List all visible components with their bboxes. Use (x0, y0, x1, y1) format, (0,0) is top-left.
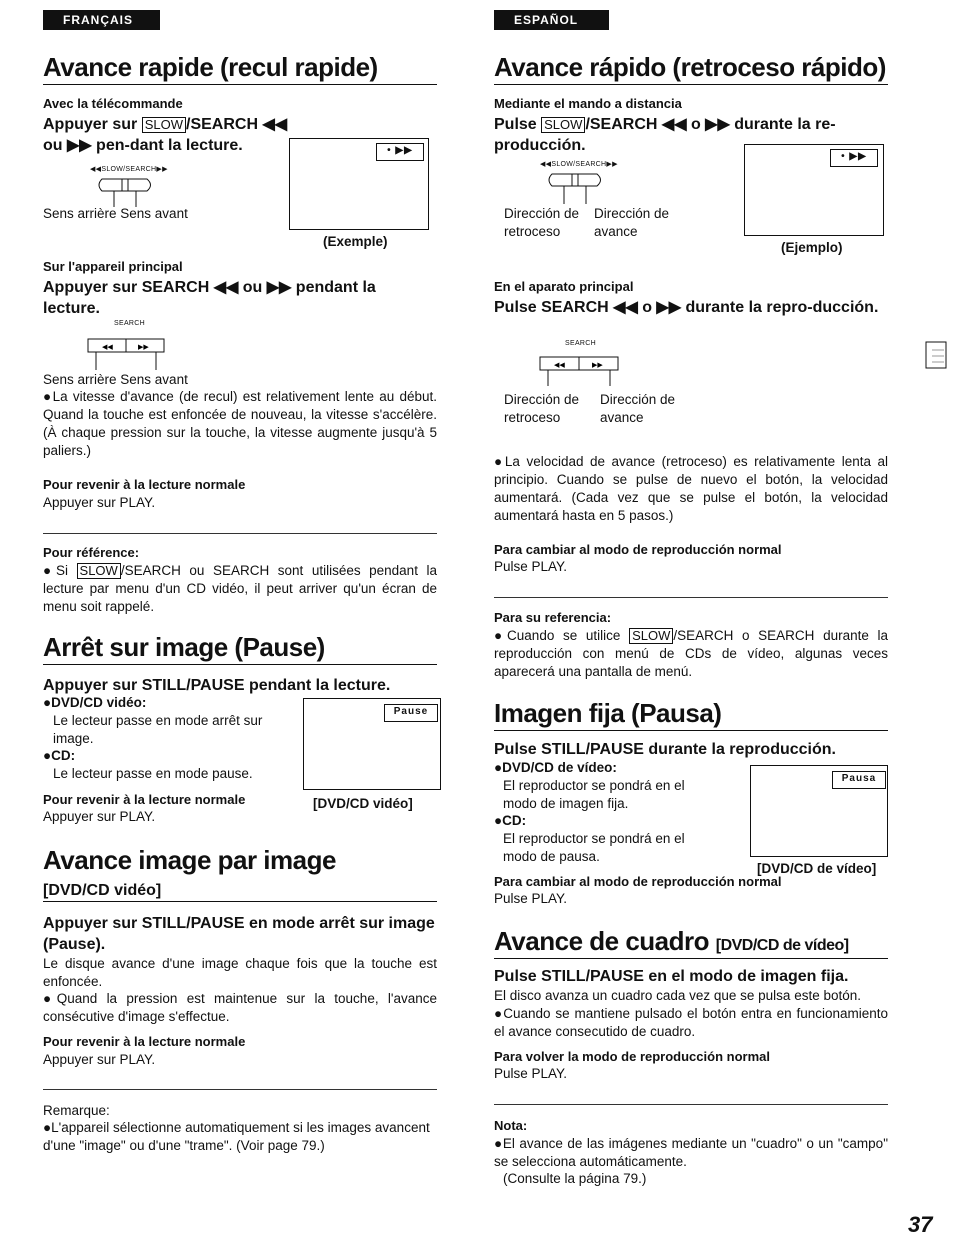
remote-search-button-icon (542, 170, 612, 206)
frame-advance-instruction-fr: Appuyer sur STILL/PAUSE en mode arrêt sur image (Pause). (43, 915, 435, 953)
title-rule (43, 901, 437, 902)
frame-advance-text1-es: El disco avanza un cuadro cada vez que se pulsa este botón. (494, 988, 861, 1003)
display-indicator-es: • ▶▶ (830, 149, 878, 167)
slow-key-label: SLOW (142, 117, 186, 133)
note-page-ref-es: (Consulte la página 79.) (503, 1171, 647, 1186)
remote-instruction-es: Pulse SLOW /SEARCH ◀◀ o ▶▶ durante la re-producción. (494, 116, 836, 154)
svg-text:▶▶: ▶▶ (138, 343, 149, 351)
remote-button-label-es: ◀◀SLOW/SEARCH▶▶ (540, 161, 618, 168)
remark-subheading-fr: Remarque: (43, 1103, 110, 1118)
pause-bullet-cd-text-es: El reproductor se pondrá en el modo de pausa. (503, 831, 685, 864)
example-caption-fr: (Exemple) (323, 234, 388, 249)
reference-text-fr: ●Si SLOW /SEARCH ou SEARCH sont utilisées pendant la lecture par menu d'un CD vidéo, il peut arriver qu'un écran de menu soit rappelé. (43, 563, 437, 614)
language-tab-spanish: ESPAÑOL (494, 10, 609, 30)
title-rule (43, 664, 437, 665)
main-unit-subheading-fr: Sur l'appareil principal (43, 259, 183, 274)
pause-bullet-cd-text-fr: Le lecteur passe en mode pause. (53, 766, 253, 781)
pause-bullet-cd-head-fr: ●CD: (43, 748, 76, 763)
speed-note-es: ●La velocidad de avance (retroceso) es relativamente lenta al principio. Cuando se pulse de nuevo el botón, la velocidad aumentará. (Cada vez que se pulse el botón, la velocidad aumentará hasta en 5 pasos.) (494, 454, 888, 523)
frame-return-subheading-fr: Pour revenir à la lecture normale (43, 1034, 246, 1049)
frame-advance-bracket-fr: [DVD/CD vidéo] (43, 882, 162, 899)
section-title-pause-fr: Arrêt sur image (Pause) (43, 632, 325, 662)
main-label-right-es: Dirección de avance (600, 392, 676, 425)
reference-subheading-fr: Pour référence: (43, 545, 140, 560)
pause-return-text-es: Pulse PLAY. (494, 891, 568, 906)
pause-instruction-fr: Appuyer sur STILL/PAUSE pendant la lecture. (43, 677, 391, 694)
pause-bullet-dvd-head-fr: ●DVD/CD vidéo: (43, 695, 147, 710)
main-unit-button-label-es: SEARCH (565, 340, 596, 347)
note-text-es: ●El avance de las imágenes mediante un "cuadro" o un "campo" se selecciona automáticamente. (494, 1136, 888, 1169)
slow-key-label: SLOW (77, 563, 121, 579)
main-unit-subheading-es: En el aparato principal (494, 279, 634, 294)
title-rule (494, 958, 888, 959)
display-indicator-fr: • ▶▶ (376, 143, 424, 161)
main-unit-instruction-es: Pulse SEARCH ◀◀ o ▶▶ durante la repro-ducción. (494, 299, 879, 316)
frame-return-subheading-es: Para volver la modo de reproducción normal (494, 1049, 770, 1064)
title-rule (43, 84, 437, 85)
section-title-pause-es: Imagen fija (Pausa) (494, 698, 722, 728)
svg-text:◀◀: ◀◀ (554, 361, 565, 369)
direction-labels-fr: Sens arrière Sens avant (43, 206, 188, 221)
frame-return-text-fr: Appuyer sur PLAY. (43, 1052, 156, 1067)
note-subheading-es: Nota: (494, 1118, 528, 1133)
remote-button-label-fr: ◀◀SLOW/SEARCH▶▶ (90, 166, 168, 173)
slow-key-label: SLOW (541, 117, 585, 133)
return-text-fr: Appuyer sur PLAY. (43, 495, 156, 510)
page-number: 37 (908, 1212, 933, 1237)
divider (494, 1104, 888, 1105)
title-rule (494, 730, 888, 731)
pause-return-text-fr: Appuyer sur PLAY. (43, 809, 156, 824)
main-unit-search-button-icon (86, 336, 168, 372)
pause-caption-fr: [DVD/CD vidéo] (313, 796, 413, 811)
divider (43, 533, 437, 534)
pause-indicator-fr: Pause (384, 704, 438, 722)
section-title-frame-advance-es: Avance de cuadro [DVD/CD de vídeo] (494, 926, 849, 956)
svg-text:▶▶: ▶▶ (592, 361, 603, 369)
frame-advance-text2-es: ●Cuando se mantiene pulsado el botón entra en funcionamiento el avance consecutido de cuadro. (494, 1006, 888, 1039)
divider (494, 597, 888, 598)
remote-subheading-fr: Avec la télécommande (43, 96, 183, 111)
return-text-es: Pulse PLAY. (494, 559, 568, 574)
pause-instruction-es: Pulse STILL/PAUSE durante la reproducción. (494, 741, 836, 758)
main-unit-instruction-fr: Appuyer sur SEARCH ◀◀ ou ▶▶ pendant la lecture. (43, 279, 376, 317)
remark-text-fr: ●L'appareil sélectionne automatiquement si les images avancent d'une "image" ou d'une "trame". (Voir page 79.) (43, 1120, 430, 1153)
divider (43, 1089, 437, 1090)
pause-return-subheading-fr: Pour revenir à la lecture normale (43, 792, 246, 807)
pause-indicator-es: Pausa (832, 771, 886, 789)
frame-return-text-es: Pulse PLAY. (494, 1066, 568, 1081)
section-title-frame-advance-fr: Avance image par image (43, 845, 336, 875)
example-caption-es: (Ejemplo) (781, 240, 843, 255)
reference-text-es: ●Cuando se utilice SLOW /SEARCH o SEARCH durante la reproducción con menú de CDs de vídeo, algunas veces aparecerá una pantalla de menú. (494, 628, 889, 679)
section-title-fast-forward-es: Avance rápido (retroceso rápido) (494, 52, 886, 82)
main-label-left-es: Dirección de retroceso (504, 392, 580, 425)
direction-labels-main-fr: Sens arrière Sens avant (43, 372, 188, 387)
reference-subheading-es: Para su referencia: (494, 610, 612, 625)
speed-note-fr: ●La vitesse d'avance (de recul) est relativement lente au début. Quand la touche est enfoncée de nouveau, la vitesse s'accélère. (À chaque pression sur la touche, la vitesse augmente jusqu'à 5 paliers.) (43, 389, 437, 458)
remote-instruction-fr: Appuyer sur SLOW /SEARCH ◀◀ ou ▶▶ pen-dant la lecture. (43, 116, 288, 154)
remote-search-button-icon (92, 175, 162, 209)
frame-advance-instruction-es: Pulse STILL/PAUSE en el modo de imagen fija. (494, 968, 849, 985)
section-title-fast-forward-fr: Avance rapide (recul rapide) (43, 52, 378, 82)
remote-subheading-es: Mediante el mando a distancia (494, 96, 682, 111)
frame-advance-bracket-es: [DVD/CD de vídeo] (715, 937, 849, 954)
language-tab-french: FRANÇAIS (43, 10, 160, 30)
pause-bullet-dvd-text-es: El reproductor se pondrá en el modo de imagen fija. (503, 778, 685, 811)
side-index-mark-icon (924, 340, 948, 370)
remote-label-left-es: Dirección de retroceso (504, 206, 580, 239)
title-rule (494, 84, 888, 85)
frame-advance-text2-fr: ●Quand la pression est maintenue sur la touche, l'avance consécutive d'image s'effectue. (43, 991, 437, 1024)
remote-label-right-es: Dirección de avance (594, 206, 670, 239)
slow-key-label: SLOW (629, 628, 673, 644)
return-subheading-es: Para cambiar al modo de reproducción normal (494, 542, 782, 557)
pause-bullet-cd-head-es: ●CD: (494, 813, 527, 828)
svg-text:◀◀: ◀◀ (102, 343, 113, 351)
main-unit-search-button-icon (538, 354, 622, 388)
pause-bullet-dvd-head-es: ●DVD/CD de vídeo: (494, 760, 617, 775)
pause-return-subheading-es: Para cambiar al modo de reproducción normal (494, 874, 782, 889)
main-unit-button-label-fr: SEARCH (114, 320, 145, 327)
frame-advance-text1-fr: Le disque avance d'une image chaque fois que la touche est enfoncée. (43, 956, 437, 989)
return-subheading-fr: Pour revenir à la lecture normale (43, 477, 246, 492)
pause-bullet-dvd-text-fr: Le lecteur passe en mode arrêt sur image. (53, 713, 263, 746)
pause-caption-es: [DVD/CD de vídeo] (757, 861, 877, 876)
